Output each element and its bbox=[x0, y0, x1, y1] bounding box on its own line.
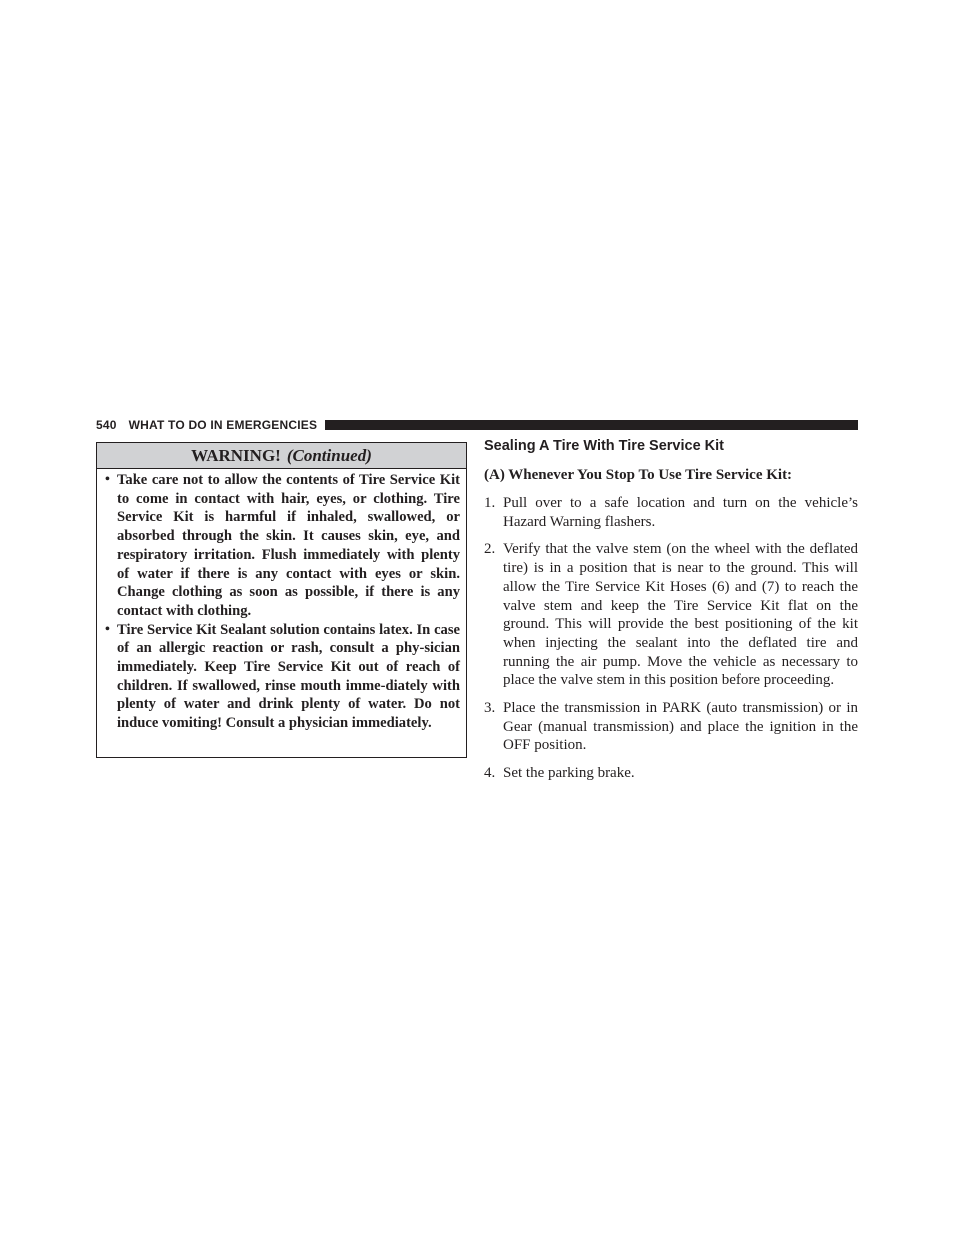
warning-bullet bbox=[105, 471, 460, 621]
header-rule bbox=[325, 420, 858, 430]
step-number: 4. bbox=[484, 765, 496, 782]
warning-bullet bbox=[105, 621, 460, 733]
bullet-icon: • bbox=[105, 472, 110, 487]
procedure-column bbox=[484, 436, 858, 792]
warning-body bbox=[97, 469, 466, 733]
page-number: 540 bbox=[96, 418, 117, 432]
step-text: Verify that the valve stem (on the wheel with the deflated tire) is in a position that is near to the ground. This will allow the Tire Service Kit Hoses (6) and (7) to reach the valve stem and keep the Tire Service Kit flat on the ground. This will provide the best positioning of the kit when injecting the sealant into the deflated tire and running the air pump. Move the vehicle as necessary to place the valve stem in this position before proceeding. bbox=[503, 541, 858, 689]
section-heading: Sealing A Tire With Tire Service Kit bbox=[484, 438, 725, 454]
warning-bullet-text: Take care not to allow the contents of Tire Service Kit to come in contact with hair, eyes, or clothing. Tire Service Kit is harmful if inhaled, swallowed, or absorbed through the skin. It causes skin, eye, and respiratory irritation. Flush immediately with plenty of water if there is any contact with eyes or skin. Change clothing as soon as possible, if there is any contact with clothing. bbox=[117, 472, 460, 619]
step-number: 3. bbox=[484, 700, 496, 717]
sub-heading: (A) Whenever You Stop To Use Tire Service Kit: bbox=[484, 467, 793, 483]
warning-bullet-text: Tire Service Kit Sealant solution contains latex. In case of an allergic reaction or rash, consult a phy-sician immediately. Keep Tire Service Kit out of reach of children. If swallowed, rinse mouth imme-diately with plenty of water and drink plenty of water. Do not induce vomiting! Consult a physician immediately. bbox=[117, 621, 460, 732]
step-text: Place the transmission in PARK (auto transmission) or in Gear (manual transmission) and place the ignition in the OFF position. bbox=[503, 700, 858, 754]
bullet-icon: • bbox=[105, 621, 110, 637]
warning-label: WARNING! bbox=[191, 446, 281, 465]
page-header bbox=[96, 418, 858, 432]
warning-title bbox=[97, 443, 466, 469]
step-text: Pull over to a safe location and turn on the vehicle’s Hazard Warning flashers. bbox=[503, 495, 858, 530]
section-title: WHAT TO DO IN EMERGENCIES bbox=[128, 418, 318, 432]
step-item bbox=[484, 699, 858, 755]
warning-continued: (Continued) bbox=[286, 446, 372, 465]
warning-box bbox=[96, 442, 467, 758]
step-number: 2. bbox=[484, 541, 496, 558]
step-item bbox=[484, 494, 858, 531]
step-item bbox=[484, 540, 858, 690]
step-text: Set the parking brake. bbox=[503, 765, 635, 782]
step-item bbox=[484, 764, 858, 783]
step-number: 1. bbox=[484, 495, 496, 511]
